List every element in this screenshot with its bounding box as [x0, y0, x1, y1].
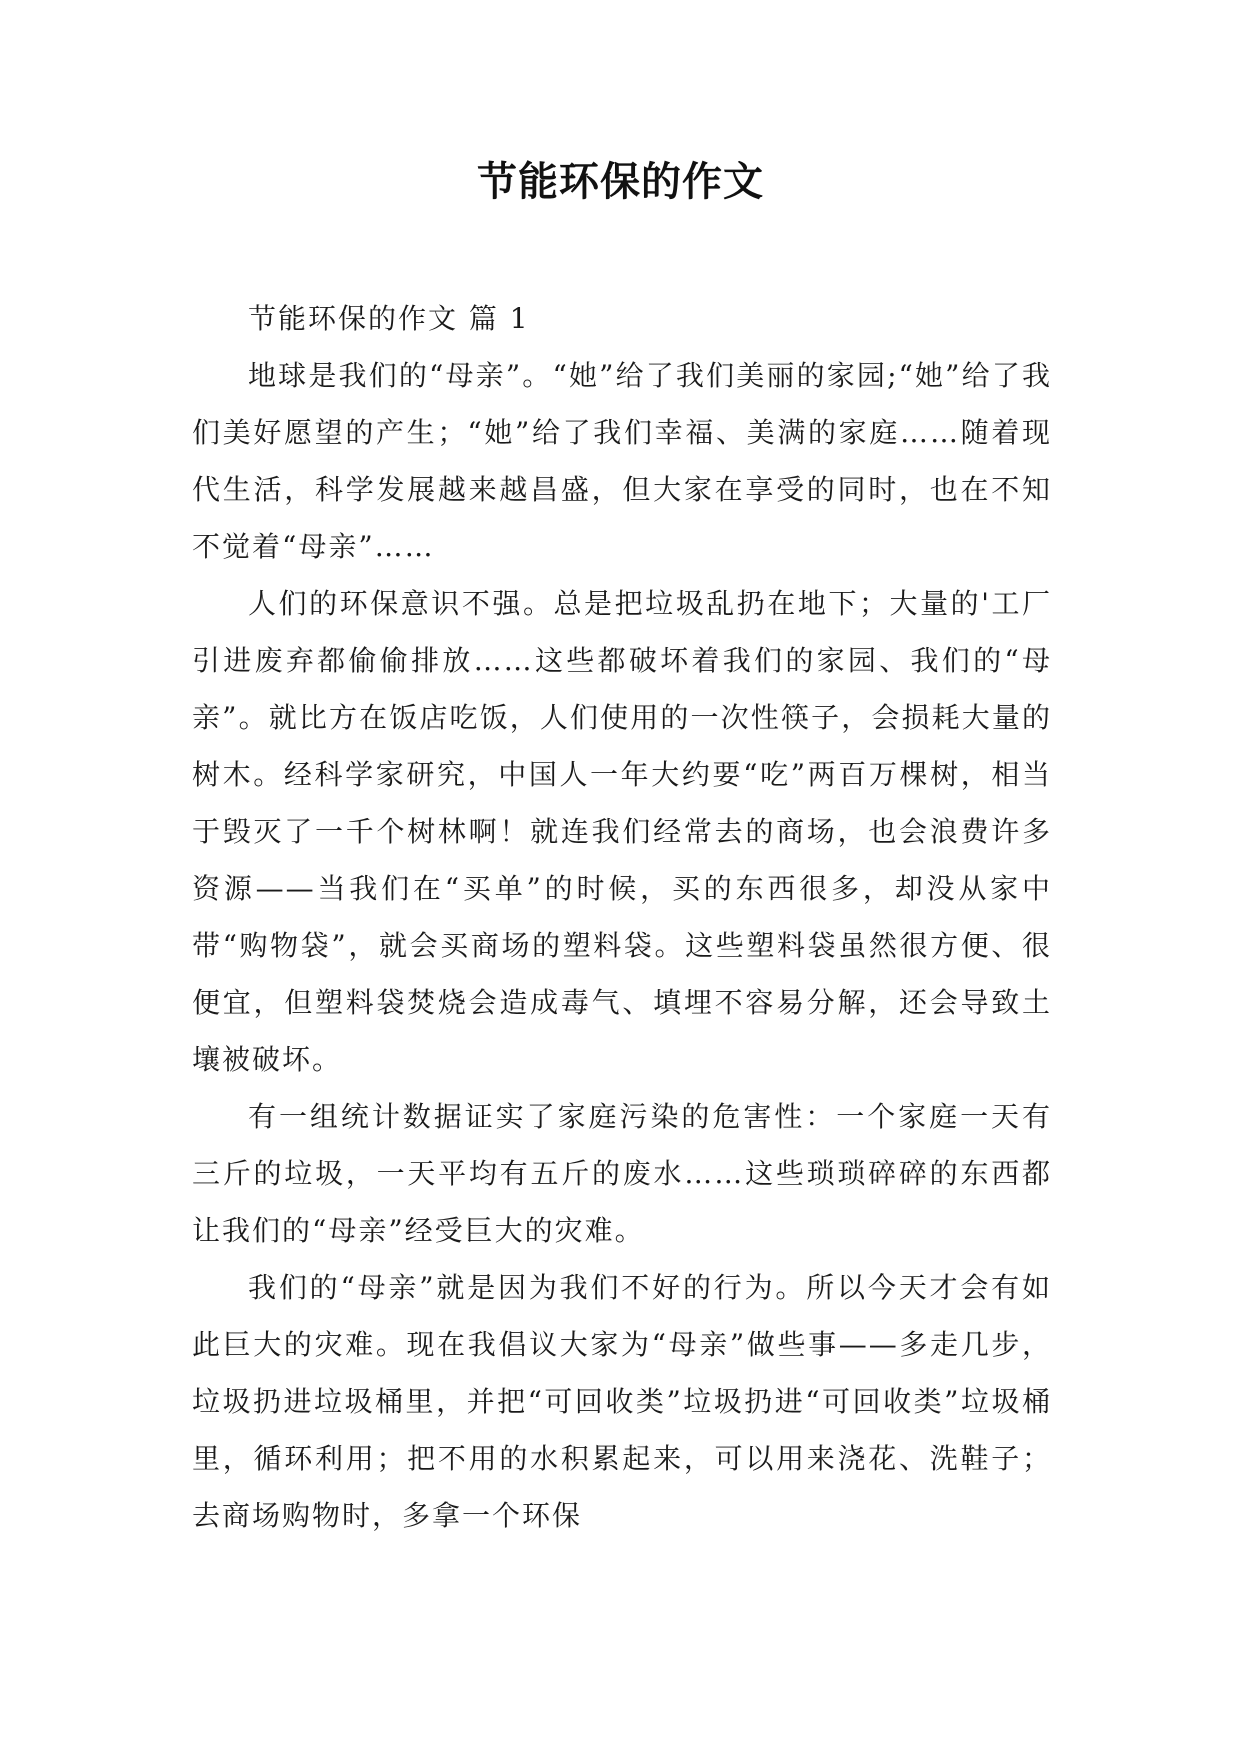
document-body [192, 290, 1052, 1544]
paragraph-2: 人们的环保意识不强。总是把垃圾乱扔在地下；大量的'工厂引进废弃都偷偷排放……这些都破坏着我们的家园、我们的“母亲”。就比方在饭店吃饭，人们使用的一次性筷子，会损耗大量的树木。经科学家研究，中国人一年大约要“吃”两百万棵树，相当于毁灭了一千个树林啊！就连我们经常去的商场，也会浪费许多资源——当我们在“买单”的时候，买的东西很多，却没从家中带“购物袋”，就会买商场的塑料袋。这些塑料袋虽然很方便、很便宜，但塑料袋焚烧会造成毒气、填埋不容易分解，还会导致土壤被破坏。 [192, 587, 1052, 1076]
paragraph-1: 地球是我们的“母亲”。“她”给了我们美丽的家园;“她”给了我们美好愿望的产生；“她”给了我们幸福、美满的家庭……随着现代生活，科学发展越来越昌盛，但大家在享受的同时，也在不知不觉着“母亲”…… [192, 359, 1052, 563]
page-title: 节能环保的作文 [477, 159, 764, 205]
section-heading: 节能环保的作文 篇 1 [248, 302, 530, 335]
paragraph-4: 我们的“母亲”就是因为我们不好的行为。所以今天才会有如此巨大的灾难。现在我倡议大家为“母亲”做些事——多走几步，垃圾扔进垃圾桶里，并把“可回收类”垃圾扔进“可回收类”垃圾桶里，循环利用；把不用的水积累起来，可以用来浇花、洗鞋子；去商场购物时，多拿一个环保 [192, 1271, 1052, 1532]
paragraph-3: 有一组统计数据证实了家庭污染的危害性：一个家庭一天有三斤的垃圾，一天平均有五斤的废水……这些琐琐碎碎的东西都让我们的“母亲”经受巨大的灾难。 [192, 1100, 1052, 1247]
